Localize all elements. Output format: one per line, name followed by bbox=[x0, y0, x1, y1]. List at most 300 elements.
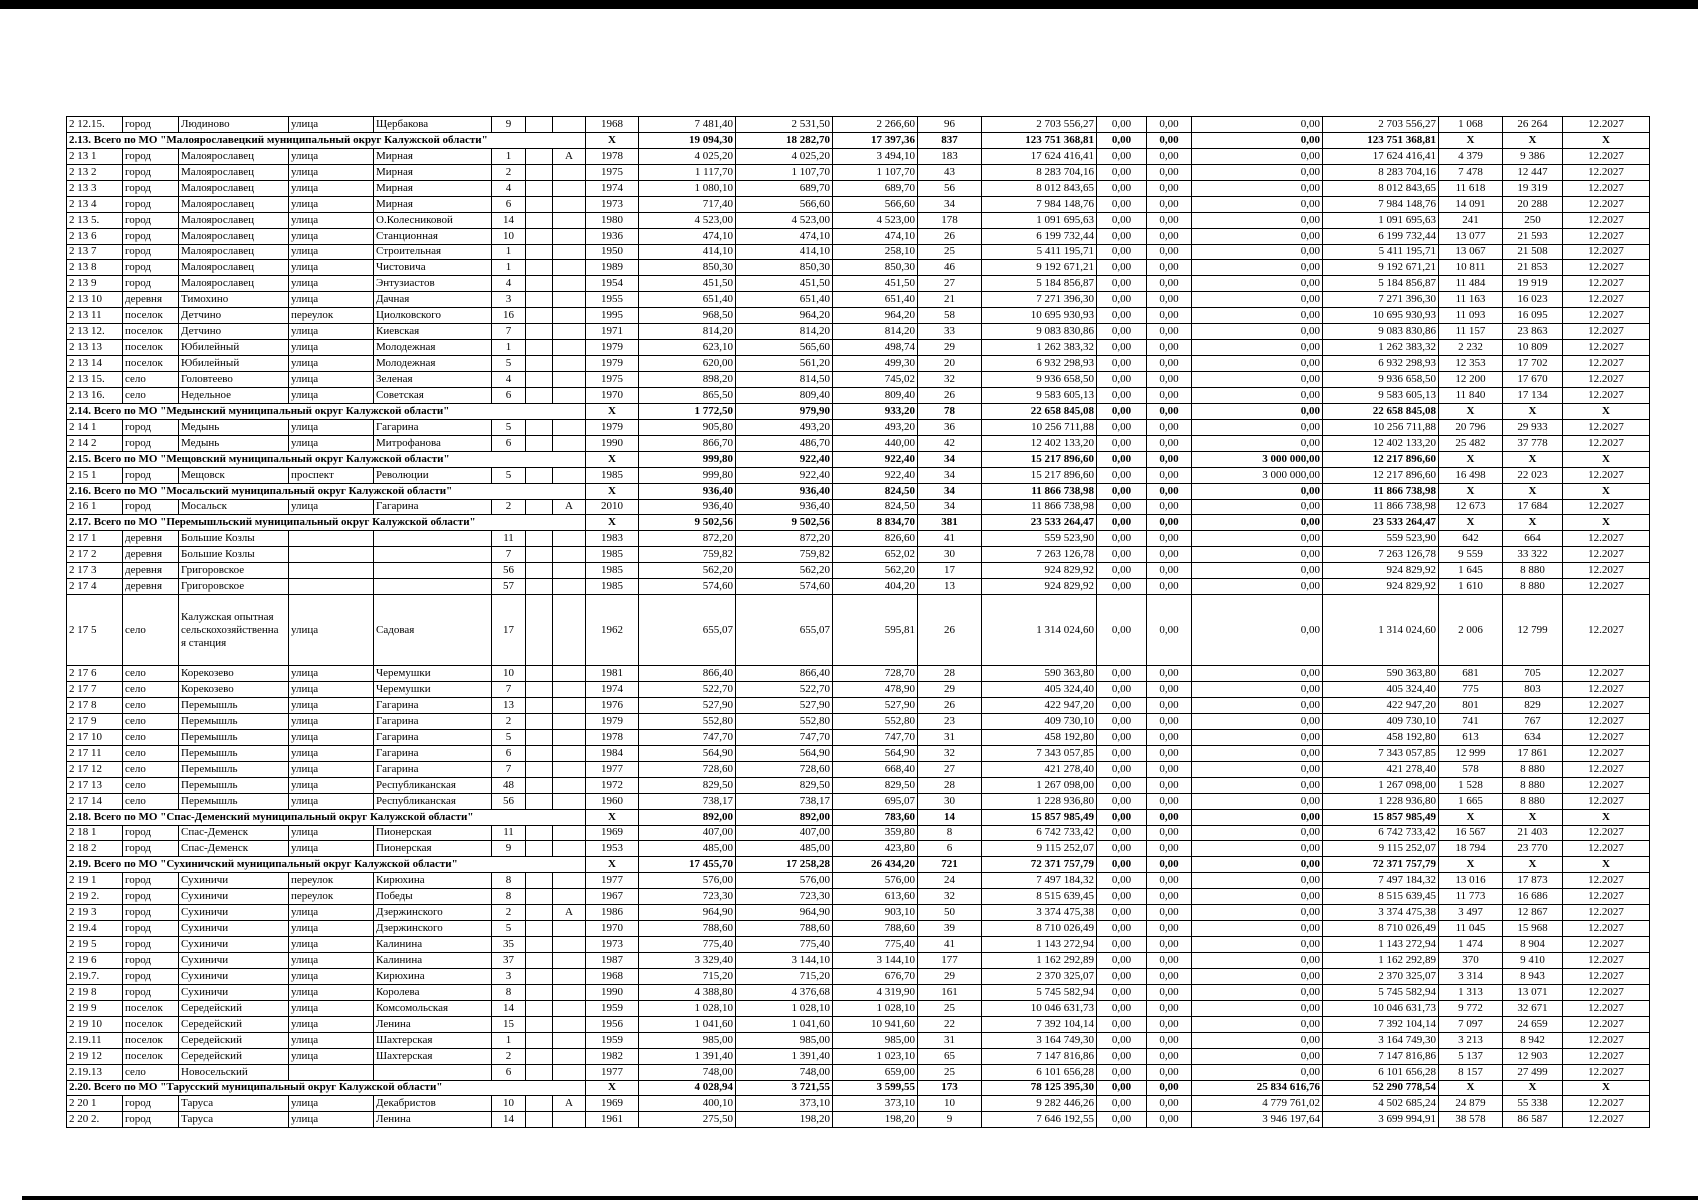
deadline-cell: 12.2027 bbox=[1563, 1032, 1650, 1048]
subtotal-row bbox=[67, 132, 1650, 148]
unit-cost-1-cell: X bbox=[1439, 809, 1503, 825]
fund-4-cell: 7 392 104,14 bbox=[1323, 1016, 1439, 1032]
street-name-cell bbox=[374, 563, 492, 579]
fund-1-cell: 0,00 bbox=[1097, 809, 1147, 825]
fund-1-cell: 0,00 bbox=[1097, 132, 1147, 148]
unit-cost-1-cell: 1 665 bbox=[1439, 793, 1503, 809]
fund-3-cell: 0,00 bbox=[1192, 547, 1323, 563]
house-number-cell: 1 bbox=[492, 260, 526, 276]
building-number-cell bbox=[526, 531, 553, 547]
residential-area-cell: 522,70 bbox=[736, 682, 833, 698]
letter-cell bbox=[553, 419, 586, 435]
deadline-cell: 12.2027 bbox=[1563, 531, 1650, 547]
residential-area-cell: 892,00 bbox=[736, 809, 833, 825]
unit-cost-1-cell: 681 bbox=[1439, 666, 1503, 682]
unit-cost-1-cell: 1 068 bbox=[1439, 117, 1503, 133]
row-number-cell: 2 20 2. bbox=[67, 1112, 123, 1128]
street-type-cell: улица bbox=[289, 937, 374, 953]
table-row bbox=[67, 212, 1650, 228]
table-row bbox=[67, 1112, 1650, 1128]
street-type-cell: улица bbox=[289, 244, 374, 260]
street-type-cell: улица bbox=[289, 387, 374, 403]
unit-cost-2-cell: 12 903 bbox=[1503, 1048, 1563, 1064]
total-area-cell: 905,80 bbox=[639, 419, 736, 435]
fund-1-cell: 0,00 bbox=[1097, 857, 1147, 873]
street-type-cell bbox=[289, 1064, 374, 1080]
year-built-cell: 1982 bbox=[586, 1048, 639, 1064]
deadline-cell: 12.2027 bbox=[1563, 713, 1650, 729]
total-area-cell: 1 391,40 bbox=[639, 1048, 736, 1064]
emergency-area-cell: 659,00 bbox=[833, 1064, 918, 1080]
fund-2-cell: 0,00 bbox=[1147, 579, 1192, 595]
fund-4-cell: 7 263 126,78 bbox=[1323, 547, 1439, 563]
table-row bbox=[67, 308, 1650, 324]
residents-count-cell: 32 bbox=[918, 372, 982, 388]
street-name-cell: Дзержинского bbox=[374, 921, 492, 937]
letter-cell bbox=[553, 212, 586, 228]
unit-cost-1-cell: 4 379 bbox=[1439, 148, 1503, 164]
settlement-type-cell: деревня bbox=[123, 547, 179, 563]
settlement-name-cell: Малоярославец bbox=[179, 148, 289, 164]
letter-cell bbox=[553, 547, 586, 563]
residential-area-cell: 748,00 bbox=[736, 1064, 833, 1080]
residents-count-cell: 32 bbox=[918, 889, 982, 905]
house-number-cell: 2 bbox=[492, 713, 526, 729]
fund-2-cell: 0,00 bbox=[1147, 563, 1192, 579]
building-number-cell bbox=[526, 324, 553, 340]
table-row bbox=[67, 324, 1650, 340]
fund-3-cell: 0,00 bbox=[1192, 968, 1323, 984]
unit-cost-1-cell: X bbox=[1439, 483, 1503, 499]
settlement-name-cell: Новосельский bbox=[179, 1064, 289, 1080]
settlement-type-cell: город bbox=[123, 1112, 179, 1128]
year-built-cell: 1989 bbox=[586, 260, 639, 276]
unit-cost-1-cell: 11 093 bbox=[1439, 308, 1503, 324]
deadline-cell: 12.2027 bbox=[1563, 666, 1650, 682]
building-number-cell bbox=[526, 953, 553, 969]
total-area-cell: 738,17 bbox=[639, 793, 736, 809]
total-cost-cell: 422 947,20 bbox=[982, 698, 1097, 714]
total-area-cell: 620,00 bbox=[639, 356, 736, 372]
row-number-cell: 2 15 1 bbox=[67, 467, 123, 483]
fund-4-cell: 8 283 704,16 bbox=[1323, 164, 1439, 180]
fund-3-cell: 0,00 bbox=[1192, 809, 1323, 825]
residents-count-cell: 36 bbox=[918, 419, 982, 435]
unit-cost-2-cell: X bbox=[1503, 403, 1563, 419]
residents-count-cell: 14 bbox=[918, 809, 982, 825]
unit-cost-1-cell: 1 645 bbox=[1439, 563, 1503, 579]
emergency-area-cell: 829,50 bbox=[833, 777, 918, 793]
unit-cost-1-cell: 38 578 bbox=[1439, 1112, 1503, 1128]
building-number-cell bbox=[526, 419, 553, 435]
total-area-cell: 4 028,94 bbox=[639, 1080, 736, 1096]
fund-4-cell: 2 370 325,07 bbox=[1323, 968, 1439, 984]
house-number-cell: 48 bbox=[492, 777, 526, 793]
table-row bbox=[67, 547, 1650, 563]
emergency-area-cell: 493,20 bbox=[833, 419, 918, 435]
year-built-cell: 1978 bbox=[586, 729, 639, 745]
residential-area-cell: 407,00 bbox=[736, 825, 833, 841]
letter-cell bbox=[553, 1000, 586, 1016]
row-number-cell: 2 13 12. bbox=[67, 324, 123, 340]
total-area-cell: 829,50 bbox=[639, 777, 736, 793]
table-row bbox=[67, 761, 1650, 777]
residents-count-cell: 20 bbox=[918, 356, 982, 372]
street-name-cell: Дзержинского bbox=[374, 905, 492, 921]
settlement-type-cell: город bbox=[123, 419, 179, 435]
table-row bbox=[67, 873, 1650, 889]
row-number-cell: 2.19.7. bbox=[67, 968, 123, 984]
house-number-cell: 2 bbox=[492, 1048, 526, 1064]
table-row bbox=[67, 260, 1650, 276]
residential-area-cell: 576,00 bbox=[736, 873, 833, 889]
unit-cost-1-cell: X bbox=[1439, 451, 1503, 467]
total-area-cell: 4 025,20 bbox=[639, 148, 736, 164]
building-number-cell bbox=[526, 825, 553, 841]
street-type-cell: улица bbox=[289, 595, 374, 666]
table-row bbox=[67, 1096, 1650, 1112]
fund-3-cell: 0,00 bbox=[1192, 713, 1323, 729]
table-row bbox=[67, 968, 1650, 984]
row-number-cell: 2 13 14 bbox=[67, 356, 123, 372]
residential-area-cell: 1 391,40 bbox=[736, 1048, 833, 1064]
street-type-cell: улица bbox=[289, 682, 374, 698]
table-row bbox=[67, 340, 1650, 356]
building-number-cell bbox=[526, 1032, 553, 1048]
fund-3-cell: 0,00 bbox=[1192, 1048, 1323, 1064]
fund-1-cell: 0,00 bbox=[1097, 682, 1147, 698]
table-row bbox=[67, 745, 1650, 761]
total-area-cell: 723,30 bbox=[639, 889, 736, 905]
residential-area-cell: 565,60 bbox=[736, 340, 833, 356]
year-built-cell: 1979 bbox=[586, 713, 639, 729]
unit-cost-2-cell: 664 bbox=[1503, 531, 1563, 547]
unit-cost-2-cell: 15 968 bbox=[1503, 921, 1563, 937]
letter-cell bbox=[553, 682, 586, 698]
residential-area-cell: 574,60 bbox=[736, 579, 833, 595]
settlement-name-cell: Корекозево bbox=[179, 682, 289, 698]
deadline-cell: X bbox=[1563, 515, 1650, 531]
residential-area-cell: 738,17 bbox=[736, 793, 833, 809]
settlement-name-cell: Сухиничи bbox=[179, 873, 289, 889]
unit-cost-2-cell: 12 447 bbox=[1503, 164, 1563, 180]
residents-count-cell: 32 bbox=[918, 745, 982, 761]
street-name-cell: Республиканская bbox=[374, 793, 492, 809]
emergency-area-cell: 676,70 bbox=[833, 968, 918, 984]
total-area-cell: 522,70 bbox=[639, 682, 736, 698]
fund-1-cell: 0,00 bbox=[1097, 793, 1147, 809]
letter-cell bbox=[553, 595, 586, 666]
unit-cost-2-cell: 19 319 bbox=[1503, 180, 1563, 196]
street-type-cell: улица bbox=[289, 180, 374, 196]
emergency-area-cell: 562,20 bbox=[833, 563, 918, 579]
fund-4-cell: 7 343 057,85 bbox=[1323, 745, 1439, 761]
subtotal-row bbox=[67, 515, 1650, 531]
fund-1-cell: 0,00 bbox=[1097, 324, 1147, 340]
fund-1-cell: 0,00 bbox=[1097, 499, 1147, 515]
building-number-cell bbox=[526, 148, 553, 164]
unit-cost-2-cell: 20 288 bbox=[1503, 196, 1563, 212]
unit-cost-2-cell: 8 880 bbox=[1503, 777, 1563, 793]
fund-3-cell: 0,00 bbox=[1192, 244, 1323, 260]
street-type-cell: проспект bbox=[289, 467, 374, 483]
fund-2-cell: 0,00 bbox=[1147, 793, 1192, 809]
row-number-cell: 2 17 13 bbox=[67, 777, 123, 793]
street-name-cell: Строительная bbox=[374, 244, 492, 260]
street-name-cell: Революции bbox=[374, 467, 492, 483]
year-built-cell: X bbox=[586, 1080, 639, 1096]
unit-cost-2-cell: 21 593 bbox=[1503, 228, 1563, 244]
fund-4-cell: 3 164 749,30 bbox=[1323, 1032, 1439, 1048]
subtotal-title: 2.19. Всего по МО "Сухиничский муниципальный округ Калужской области" bbox=[67, 857, 586, 873]
letter-cell: А bbox=[553, 1096, 586, 1112]
fund-3-cell: 3 946 197,64 bbox=[1192, 1112, 1323, 1128]
subtotal-title: 2.16. Всего по МО "Мосальский муниципальный округ Калужской области" bbox=[67, 483, 586, 499]
fund-1-cell: 0,00 bbox=[1097, 148, 1147, 164]
building-number-cell bbox=[526, 968, 553, 984]
fund-1-cell: 0,00 bbox=[1097, 451, 1147, 467]
total-area-cell: 872,20 bbox=[639, 531, 736, 547]
fund-3-cell: 0,00 bbox=[1192, 340, 1323, 356]
unit-cost-2-cell: 21 853 bbox=[1503, 260, 1563, 276]
deadline-cell: 12.2027 bbox=[1563, 968, 1650, 984]
unit-cost-2-cell: 17 670 bbox=[1503, 372, 1563, 388]
table-row bbox=[67, 713, 1650, 729]
row-number-cell: 2 19 6 bbox=[67, 953, 123, 969]
table-row bbox=[67, 148, 1650, 164]
residents-count-cell: 23 bbox=[918, 713, 982, 729]
unit-cost-1-cell: 11 045 bbox=[1439, 921, 1503, 937]
table-row bbox=[67, 698, 1650, 714]
settlement-name-cell: Сухиничи bbox=[179, 921, 289, 937]
fund-1-cell: 0,00 bbox=[1097, 515, 1147, 531]
residential-area-cell: 3 144,10 bbox=[736, 953, 833, 969]
deadline-cell: 12.2027 bbox=[1563, 761, 1650, 777]
fund-4-cell: 1 228 936,80 bbox=[1323, 793, 1439, 809]
residents-count-cell: 28 bbox=[918, 666, 982, 682]
building-number-cell bbox=[526, 356, 553, 372]
letter-cell bbox=[553, 793, 586, 809]
street-name-cell: Мирная bbox=[374, 164, 492, 180]
house-number-cell: 37 bbox=[492, 953, 526, 969]
year-built-cell: 1960 bbox=[586, 793, 639, 809]
fund-3-cell: 0,00 bbox=[1192, 387, 1323, 403]
fund-4-cell: 9 115 252,07 bbox=[1323, 841, 1439, 857]
emergency-area-cell: 964,20 bbox=[833, 308, 918, 324]
emergency-area-cell: 595,81 bbox=[833, 595, 918, 666]
emergency-area-cell: 728,70 bbox=[833, 666, 918, 682]
settlement-name-cell: Мосальск bbox=[179, 499, 289, 515]
total-area-cell: 562,20 bbox=[639, 563, 736, 579]
subtotal-row bbox=[67, 809, 1650, 825]
fund-3-cell: 0,00 bbox=[1192, 372, 1323, 388]
total-cost-cell: 9 083 830,86 bbox=[982, 324, 1097, 340]
subtotal-title: 2.13. Всего по МО "Малоярославецкий муниципальный округ Калужской области" bbox=[67, 132, 586, 148]
unit-cost-2-cell: X bbox=[1503, 515, 1563, 531]
emergency-area-cell: 903,10 bbox=[833, 905, 918, 921]
emergency-area-cell: 26 434,20 bbox=[833, 857, 918, 873]
fund-2-cell: 0,00 bbox=[1147, 292, 1192, 308]
street-name-cell: Зеленая bbox=[374, 372, 492, 388]
total-cost-cell: 421 278,40 bbox=[982, 761, 1097, 777]
emergency-area-cell: 373,10 bbox=[833, 1096, 918, 1112]
table-row bbox=[67, 164, 1650, 180]
unit-cost-2-cell: X bbox=[1503, 857, 1563, 873]
deadline-cell: 12.2027 bbox=[1563, 499, 1650, 515]
emergency-area-cell: 1 023,10 bbox=[833, 1048, 918, 1064]
deadline-cell: X bbox=[1563, 132, 1650, 148]
fund-1-cell: 0,00 bbox=[1097, 340, 1147, 356]
fund-3-cell: 0,00 bbox=[1192, 666, 1323, 682]
street-name-cell: Мирная bbox=[374, 180, 492, 196]
street-type-cell: улица bbox=[289, 117, 374, 133]
street-name-cell: Ленина bbox=[374, 1112, 492, 1128]
house-number-cell: 1 bbox=[492, 1032, 526, 1048]
emergency-area-cell: 985,00 bbox=[833, 1032, 918, 1048]
house-number-cell: 1 bbox=[492, 148, 526, 164]
house-number-cell: 8 bbox=[492, 873, 526, 889]
fund-2-cell: 0,00 bbox=[1147, 745, 1192, 761]
unit-cost-2-cell: X bbox=[1503, 132, 1563, 148]
deadline-cell: 12.2027 bbox=[1563, 1000, 1650, 1016]
row-number-cell: 2 13 7 bbox=[67, 244, 123, 260]
fund-4-cell: 422 947,20 bbox=[1323, 698, 1439, 714]
deadline-cell: 12.2027 bbox=[1563, 1112, 1650, 1128]
emergency-area-cell: 850,30 bbox=[833, 260, 918, 276]
building-number-cell bbox=[526, 547, 553, 563]
fund-3-cell: 0,00 bbox=[1192, 117, 1323, 133]
fund-3-cell: 0,00 bbox=[1192, 212, 1323, 228]
fund-1-cell: 0,00 bbox=[1097, 841, 1147, 857]
settlement-name-cell: Медынь bbox=[179, 435, 289, 451]
fund-2-cell: 0,00 bbox=[1147, 698, 1192, 714]
fund-2-cell: 0,00 bbox=[1147, 1000, 1192, 1016]
fund-2-cell: 0,00 bbox=[1147, 419, 1192, 435]
fund-4-cell: 22 658 845,08 bbox=[1323, 403, 1439, 419]
year-built-cell: 1973 bbox=[586, 196, 639, 212]
fund-1-cell: 0,00 bbox=[1097, 260, 1147, 276]
settlement-type-cell: город bbox=[123, 276, 179, 292]
house-number-cell: 13 bbox=[492, 698, 526, 714]
building-number-cell bbox=[526, 164, 553, 180]
street-type-cell: улица bbox=[289, 1096, 374, 1112]
letter-cell bbox=[553, 1112, 586, 1128]
building-number-cell bbox=[526, 212, 553, 228]
fund-3-cell: 0,00 bbox=[1192, 841, 1323, 857]
fund-1-cell: 0,00 bbox=[1097, 984, 1147, 1000]
settlement-type-cell: село bbox=[123, 595, 179, 666]
fund-3-cell: 0,00 bbox=[1192, 499, 1323, 515]
unit-cost-1-cell: X bbox=[1439, 403, 1503, 419]
row-number-cell: 2 20 1 bbox=[67, 1096, 123, 1112]
fund-1-cell: 0,00 bbox=[1097, 666, 1147, 682]
year-built-cell: 1990 bbox=[586, 435, 639, 451]
street-name-cell: Гагарина bbox=[374, 419, 492, 435]
street-name-cell: Пионерская bbox=[374, 825, 492, 841]
table-row bbox=[67, 953, 1650, 969]
total-area-cell: 576,00 bbox=[639, 873, 736, 889]
settlement-name-cell: Детчино bbox=[179, 308, 289, 324]
building-number-cell bbox=[526, 579, 553, 595]
housing-program-table bbox=[66, 116, 1650, 1128]
unit-cost-1-cell: X bbox=[1439, 1080, 1503, 1096]
fund-4-cell: 10 256 711,88 bbox=[1323, 419, 1439, 435]
building-number-cell bbox=[526, 435, 553, 451]
residents-count-cell: 837 bbox=[918, 132, 982, 148]
street-type-cell: улица bbox=[289, 984, 374, 1000]
street-type-cell: улица bbox=[289, 905, 374, 921]
fund-3-cell: 0,00 bbox=[1192, 1016, 1323, 1032]
fund-2-cell: 0,00 bbox=[1147, 937, 1192, 953]
fund-4-cell: 1 267 098,00 bbox=[1323, 777, 1439, 793]
fund-1-cell: 0,00 bbox=[1097, 1064, 1147, 1080]
emergency-area-cell: 576,00 bbox=[833, 873, 918, 889]
fund-3-cell: 0,00 bbox=[1192, 1000, 1323, 1016]
residential-area-cell: 747,70 bbox=[736, 729, 833, 745]
fund-2-cell: 0,00 bbox=[1147, 666, 1192, 682]
table-row bbox=[67, 1064, 1650, 1080]
unit-cost-2-cell: 17 873 bbox=[1503, 873, 1563, 889]
street-name-cell: Шахтерская bbox=[374, 1048, 492, 1064]
fund-1-cell: 0,00 bbox=[1097, 356, 1147, 372]
street-name-cell: О.Колесниковой bbox=[374, 212, 492, 228]
emergency-area-cell: 499,30 bbox=[833, 356, 918, 372]
table-row bbox=[67, 984, 1650, 1000]
street-name-cell: Декабристов bbox=[374, 1096, 492, 1112]
emergency-area-cell: 8 834,70 bbox=[833, 515, 918, 531]
deadline-cell: 12.2027 bbox=[1563, 292, 1650, 308]
fund-3-cell: 0,00 bbox=[1192, 595, 1323, 666]
deadline-cell: 12.2027 bbox=[1563, 164, 1650, 180]
row-number-cell: 2 17 9 bbox=[67, 713, 123, 729]
row-number-cell: 2 13 9 bbox=[67, 276, 123, 292]
subtotal-row bbox=[67, 403, 1650, 419]
house-number-cell: 6 bbox=[492, 745, 526, 761]
year-built-cell: 1986 bbox=[586, 905, 639, 921]
residents-count-cell: 173 bbox=[918, 1080, 982, 1096]
year-built-cell: 1974 bbox=[586, 180, 639, 196]
fund-2-cell: 0,00 bbox=[1147, 1048, 1192, 1064]
total-area-cell: 19 094,30 bbox=[639, 132, 736, 148]
total-area-cell: 850,30 bbox=[639, 260, 736, 276]
unit-cost-1-cell: 241 bbox=[1439, 212, 1503, 228]
settlement-type-cell: город bbox=[123, 825, 179, 841]
building-number-cell bbox=[526, 984, 553, 1000]
deadline-cell: 12.2027 bbox=[1563, 324, 1650, 340]
total-area-cell: 275,50 bbox=[639, 1112, 736, 1128]
deadline-cell: 12.2027 bbox=[1563, 825, 1650, 841]
house-number-cell: 7 bbox=[492, 547, 526, 563]
unit-cost-2-cell: 8 880 bbox=[1503, 579, 1563, 595]
residential-area-cell: 3 721,55 bbox=[736, 1080, 833, 1096]
letter-cell bbox=[553, 1032, 586, 1048]
street-type-cell: улица bbox=[289, 953, 374, 969]
year-built-cell: X bbox=[586, 809, 639, 825]
fund-4-cell: 12 217 896,60 bbox=[1323, 467, 1439, 483]
street-type-cell: улица bbox=[289, 761, 374, 777]
residents-count-cell: 26 bbox=[918, 698, 982, 714]
building-number-cell bbox=[526, 682, 553, 698]
total-cost-cell: 458 192,80 bbox=[982, 729, 1097, 745]
settlement-type-cell: город bbox=[123, 164, 179, 180]
street-type-cell: улица bbox=[289, 292, 374, 308]
year-built-cell: 1961 bbox=[586, 1112, 639, 1128]
total-area-cell: 788,60 bbox=[639, 921, 736, 937]
fund-1-cell: 0,00 bbox=[1097, 761, 1147, 777]
fund-3-cell: 0,00 bbox=[1192, 984, 1323, 1000]
house-number-cell: 5 bbox=[492, 729, 526, 745]
fund-4-cell: 123 751 368,81 bbox=[1323, 132, 1439, 148]
